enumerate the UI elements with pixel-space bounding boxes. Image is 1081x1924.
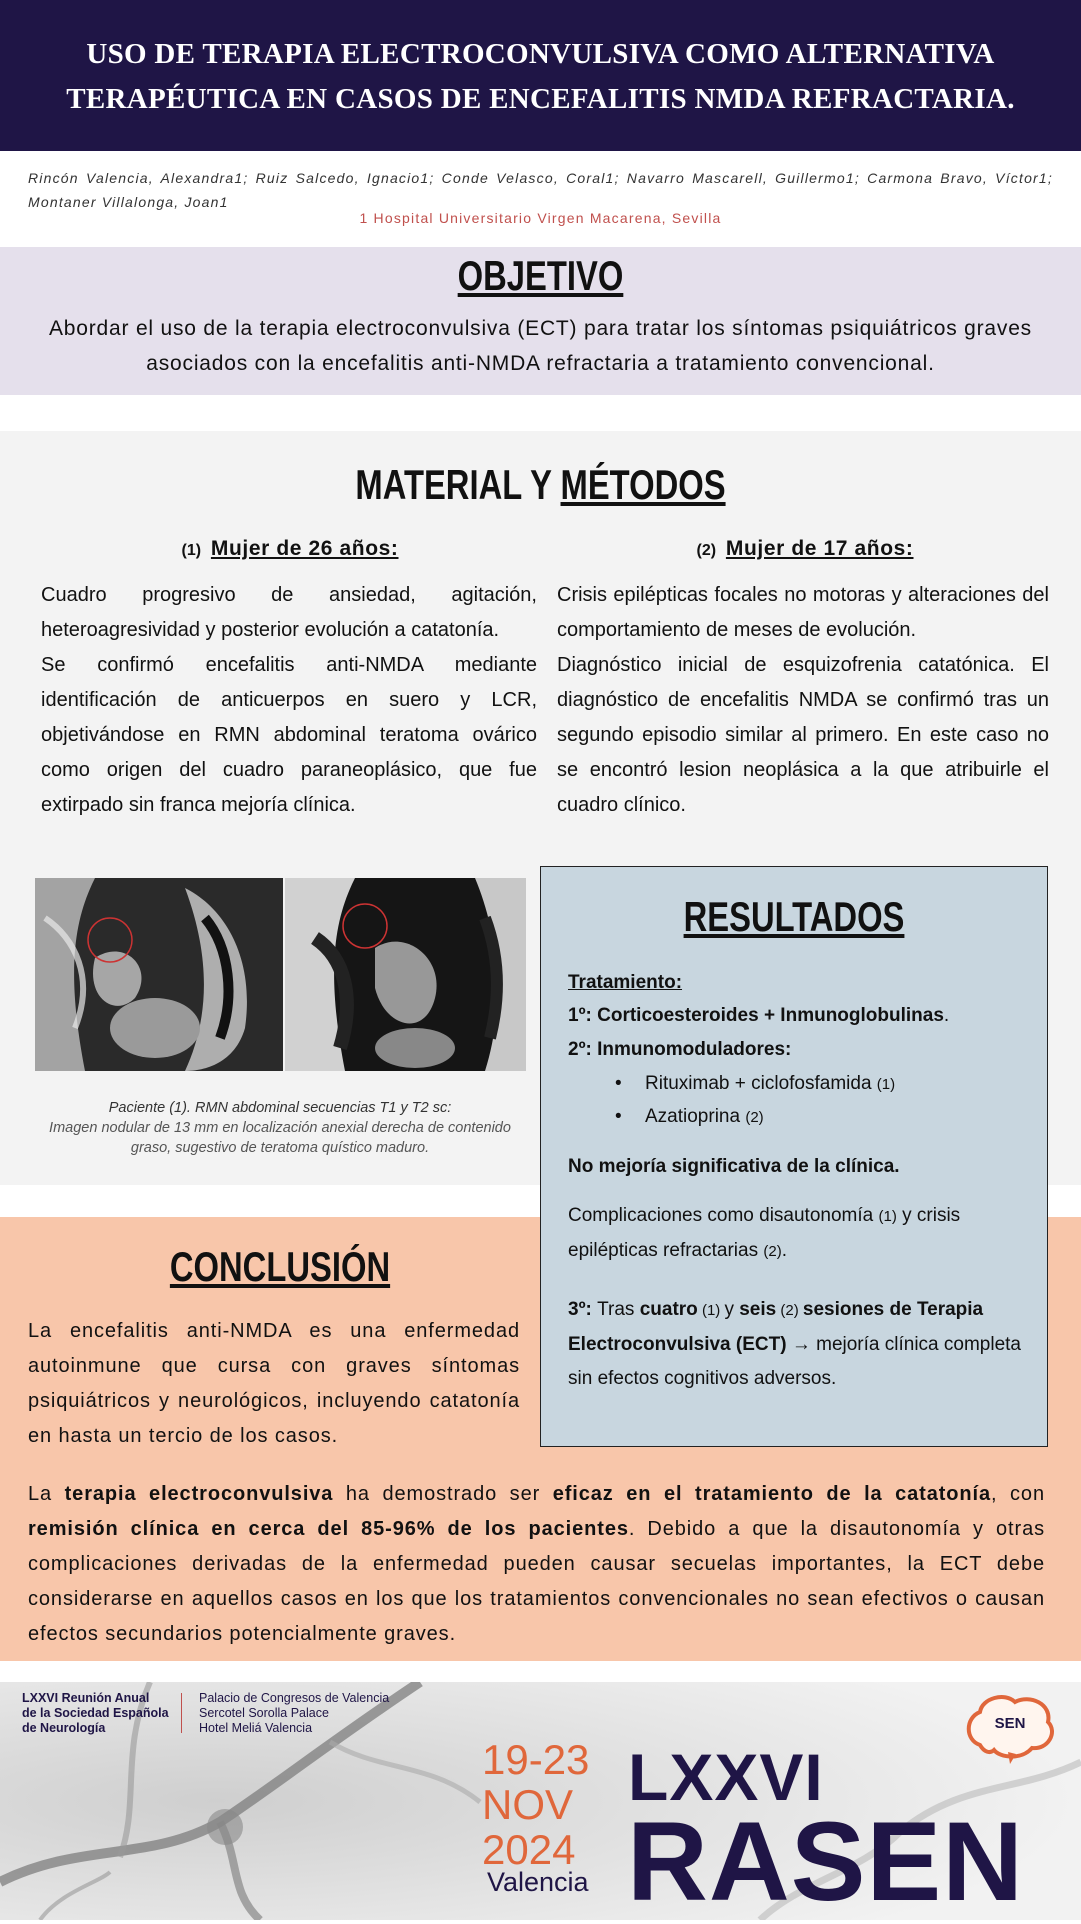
congress-venue-line2: Sercotel Sorolla Palace	[199, 1706, 329, 1720]
conclusion-heading: CONCLUSIÓN	[169, 1243, 391, 1290]
case2-paragraph-2: Diagnóstico inicial de esquizofrenia catatónica. El diagnóstico de encefalitis NMDA se confirmó tras un segundo episodio similar al primero. En este caso no se encontró lesion neoplásica a la que atribuirle el cuadro clínico.	[557, 654, 1049, 816]
ect-d: y	[724, 1299, 740, 1320]
bullet-dot-icon: •	[615, 1073, 622, 1094]
congress-city: Valencia	[487, 1867, 589, 1897]
authors: Rincón Valencia, Alexandra1; Ruiz Salcedo, Ignacio1; Conde Velasco, Coral1; Navarro Mascarell, Guillermo1; Carmona Bravo, Víctor1; Montaner Villalonga, Joan1	[28, 170, 1053, 210]
tratamiento-line-1	[568, 999, 1038, 1033]
congress-venue	[199, 1691, 439, 1736]
mri-t2-graphic	[285, 878, 526, 1071]
tratamiento-line-2: 2º: Inmunomoduladores:	[568, 1039, 792, 1060]
congress-dates-line3: 2024	[482, 1826, 576, 1873]
congress-dates-line1: 19-23	[482, 1736, 590, 1783]
conclusion-p2-b: terapia electroconvulsiva	[64, 1483, 334, 1505]
case2-number: (2)	[696, 542, 717, 559]
ect-a: 3º:	[568, 1299, 598, 1320]
conclusion-p2-d: eficaz en el tratamiento de la catatonía	[552, 1483, 992, 1505]
mri-caption-line1: Paciente (1). RMN abdominal secuencias T1 y T2 sc:	[108, 1100, 452, 1116]
tratamiento-bullet-2	[615, 1100, 1035, 1135]
resultados-heading: RESULTADOS	[683, 893, 905, 940]
poster-title-line2: TERAPÉUTICA EN CASOS DE ENCEFALITIS NMDA REFRACTARIA.	[66, 83, 1015, 115]
conclusion-p2-a: La	[28, 1483, 65, 1505]
objetivo-heading: OBJETIVO	[457, 252, 624, 299]
congress-name: RASEN	[627, 1799, 1025, 1924]
mri-image-t1	[35, 878, 283, 1071]
tratamiento-line-1-end: .	[943, 1005, 950, 1026]
bullet-dot-icon: •	[615, 1106, 622, 1127]
comp-ref1: (1)	[878, 1208, 897, 1225]
ect-ref2: (2)	[776, 1302, 803, 1319]
ect-g: mejoría clínica completa sin efectos cognitivos adversos.	[568, 1334, 1021, 1389]
conclusion-paragraph-1: La encefalitis anti-NMDA es una enfermedad autoinmune que cursa con graves síntomas psiquiátricos y neurológicos, incluyendo catatonía en hasta un tercio de los casos.	[28, 1320, 520, 1447]
case2-label: Mujer de 17 años:	[725, 537, 914, 560]
poster-title	[40, 32, 1041, 122]
ect-ref1: (1)	[697, 1302, 725, 1319]
mri-image-t2	[285, 878, 526, 1071]
case1-paragraph-2: Se confirmó encefalitis anti-NMDA mediante identificación de anticuerpos en suero y LCR, objetivándose en RMN abdominal teratoma ovárico como origen del cuadro paraneoplásico, que fue extirpado sin franca mejoría clínica.	[41, 654, 537, 816]
metodos-heading-a: MATERIAL Y	[355, 461, 561, 508]
mri-t1-graphic	[35, 878, 283, 1071]
congress-organizer	[22, 1691, 187, 1736]
sen-logo-graphic	[960, 1690, 1060, 1770]
case2-paragraph-1: Crisis epilépticas focales no motoras y alteraciones del comportamiento de meses de evolución.	[557, 584, 1049, 641]
tratamiento-label: Tratamiento:	[568, 972, 683, 993]
congress-dates	[482, 1737, 612, 1872]
metodos-heading-b: MÉTODOS	[560, 461, 726, 508]
congress-edition: LXXVI	[628, 1740, 824, 1814]
congress-dates-line2: NOV	[482, 1781, 574, 1828]
comp-b: y crisis epilépticas refractarias	[568, 1205, 961, 1261]
sen-logo-text: SEN	[994, 1715, 1026, 1732]
case2-text	[557, 578, 1049, 823]
conclusion-p2-f: remisión clínica en cerca del 85-96% de los pacientes	[28, 1518, 629, 1540]
comp-end: .	[781, 1240, 787, 1261]
case1-heading	[40, 537, 540, 561]
conclusion-p2-c: ha demostrado ser	[333, 1483, 553, 1505]
bullet-1-text: Rituximab + ciclofosfamida	[645, 1073, 877, 1094]
congress-organizer-line2: de la Sociedad Española	[22, 1706, 169, 1720]
case2-heading	[555, 537, 1055, 561]
congress-venue-line1: Palacio de Congresos de Valencia	[199, 1691, 390, 1705]
complicaciones-statement	[568, 1199, 1028, 1269]
ect-e: seis	[739, 1299, 777, 1320]
conclusion-p2-e: , con	[991, 1483, 1045, 1505]
mri-caption	[40, 1098, 520, 1158]
case1-number: (1)	[181, 542, 202, 559]
tratamiento-line-1-text: 1º: Corticoesteroides + Inmunoglobulinas	[568, 1005, 944, 1026]
bullet-2-text: Azatioprina	[645, 1106, 746, 1127]
poster-title-line1: USO DE TERAPIA ELECTROCONVULSIVA COMO ALTERNATIVA	[86, 38, 995, 70]
objetivo-text: Abordar el uso de la terapia electroconvulsiva (ECT) para tratar los síntomas psiquiátricos graves asociados con la encefalitis anti-NMDA refractaria a tratamiento convencional.	[49, 317, 1032, 375]
case1-label: Mujer de 26 años:	[210, 537, 399, 560]
arrow-right-icon: →	[786, 1334, 817, 1355]
congress-organizer-line3: de Neurología	[22, 1721, 106, 1735]
metodos-heading	[119, 459, 962, 511]
congress-organizer-line1: LXXVI Reunión Anual	[22, 1691, 150, 1705]
case1-paragraph-1: Cuadro progresivo de ansiedad, agitación, heteroagresividad y posterior evolución a catatonía.	[41, 584, 537, 641]
footer-divider	[181, 1693, 182, 1733]
ect-f: sesiones de Terapia Electroconvulsiva (ECT)	[568, 1299, 984, 1355]
sen-logo-icon	[960, 1690, 1060, 1770]
comp-a: Complicaciones como disautonomía	[568, 1205, 879, 1226]
conclusion-paragraph-2	[28, 1477, 1045, 1652]
ect-statement	[568, 1293, 1038, 1396]
ect-c: cuatro	[639, 1299, 698, 1320]
tratamiento-bullet-1	[615, 1067, 1035, 1102]
conclusion-p2-g: . Debido a que la disautonomía y otras complicaciones derivadas de la enfermedad pueden causar secuelas importantes, la ECT debe considerarse en aquellos casos en los que los tratamientos convencionales no sean efectivos o causan efectos secundarios potencialmente graves.	[28, 1518, 1045, 1645]
bullet-2-ref: (2)	[745, 1109, 764, 1126]
comp-ref2: (2)	[763, 1243, 782, 1260]
case1-text	[41, 578, 537, 823]
ect-b: Tras	[597, 1299, 640, 1320]
bullet-1-ref: (1)	[876, 1076, 896, 1093]
affiliation: 1 Hospital Universitario Virgen Macarena, Sevilla	[359, 210, 722, 226]
mri-caption-line2: Imagen nodular de 13 mm en localización anexial derecha de contenido graso, sugestivo de teratoma quístico maduro.	[49, 1120, 511, 1156]
no-mejoria-statement: No mejoría significativa de la clínica.	[568, 1156, 900, 1177]
congress-venue-line3: Hotel Meliá Valencia	[199, 1721, 313, 1735]
